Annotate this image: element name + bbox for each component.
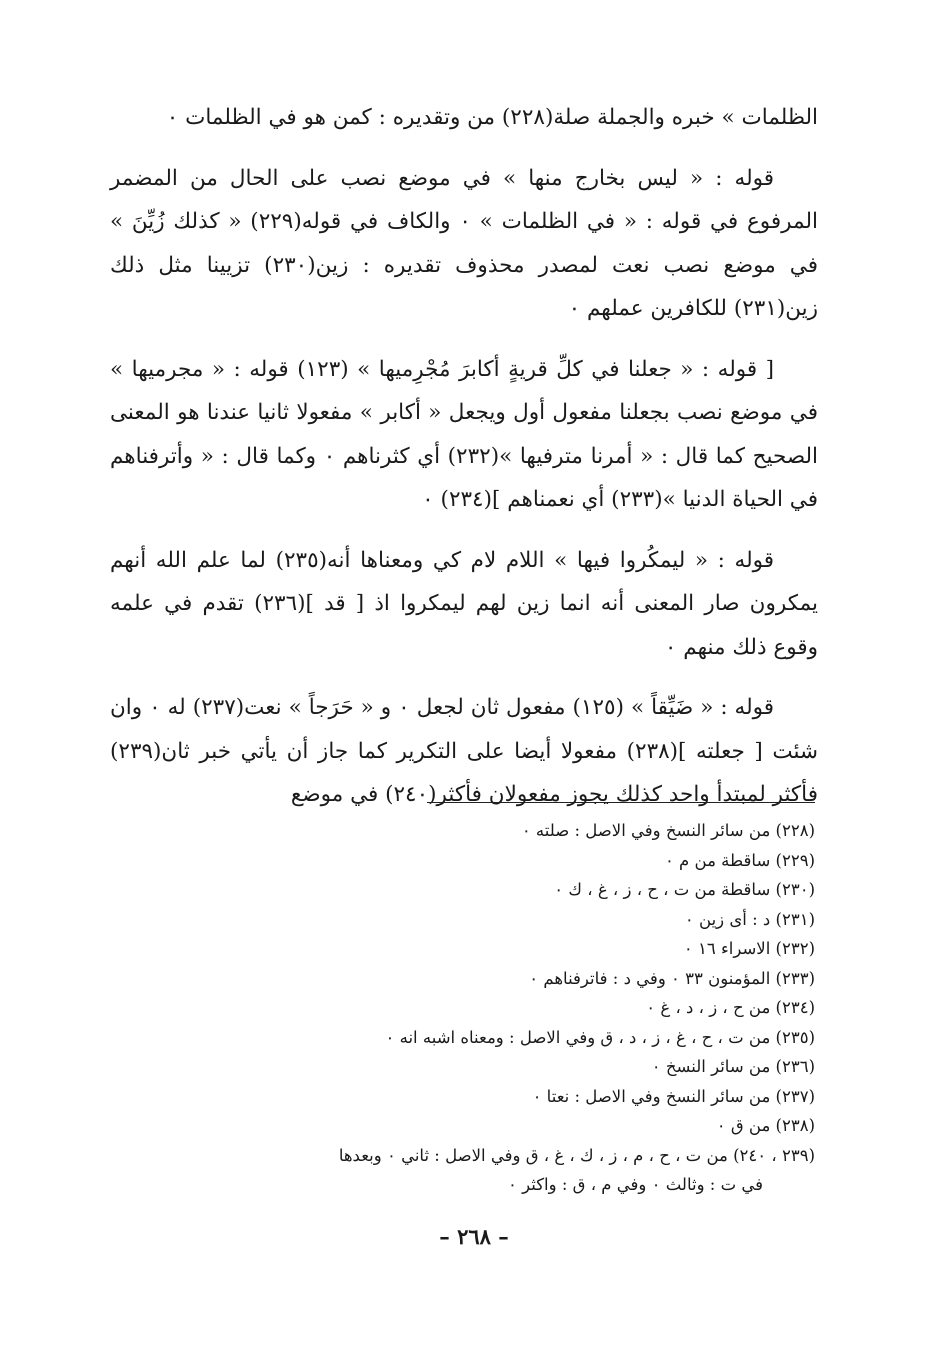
footnotes (105, 816, 819, 1200)
footnote: (٢٣٨) من ق ٠ (716, 1116, 815, 1135)
footnote: (٢٣٤) من ح ، ز ، د ، غ ٠ (646, 998, 815, 1017)
footnote: (٢٢٨) من سائر النسخ وفي الاصل : صلته ٠ (521, 821, 815, 840)
paragraph: [ قوله : « جعلنا في كلِّ قريةٍ أكابرَ مُجْرِميها » (١٢٣) قوله : « مجرميها » في موضع نصب بجعلنا مفعول أول ويجعل « أكابر » مفعولا ثانيا عندنا هو المعنى الصحيح كما قال : « أمرنا مترفيها »(٢٣٢) أي كثرناهم ٠ وكما قال : « وأترفناهم في الحياة الدنيا »(٢٣٣) أي نعمناهم ](٢٣٤) ٠ (110, 356, 818, 512)
main-text (110, 96, 818, 834)
footnote: (٢٣٠) ساقطة من ت ، ح ، ز ، غ ، ك ٠ (554, 880, 815, 899)
paragraph: قوله : « ضَيِّقاً » (١٢٥) مفعول ثان لجعل ٠ و « حَرَجاً » نعت(٢٣٧) له ٠ وان شئت [ جعلته ](٢٣٨) مفعولا أيضا على التكرير كما جاز أن يأتي خبر ثان(٢٣٩) فأكثر لمبتدأ واحد كذلك يجوز مفعولان فأكثر(٢٤٠) في موضع (110, 695, 818, 807)
footnote: (٢٣١) د : أى زين ٠ (684, 909, 815, 929)
page-number: – ٢٦٨ – (439, 1224, 509, 1249)
paragraph: قوله : « ليس بخارج منها » في موضع نصب على الحال من المضمر المرفوع في قوله : « في الظلمات » ٠ والكاف في قوله(٢٢٩) « كذلك زُيِّنَ » في موضع نصب نعت لمصدر محذوف تقديره : زين(٢٣٠) تزيينا مثل ذلك زين(٢٣١) للكافرين عملهم ٠ (110, 165, 819, 321)
footnote-continuation: في ت : وثالث ٠ وفي م ، ق : واكثر ٠ (508, 1175, 763, 1194)
footnote-divider (427, 802, 815, 803)
footnote: (٢٣٣) المؤمنون ٣٣ ٠ وفي د : فاترفناهم ٠ (529, 968, 815, 988)
footnote: (٢٢٩) ساقطة من م ٠ (664, 850, 815, 870)
footnote: (٢٣٥) من ت ، ح ، غ ، ز ، د ، ق وفي الاصل : ومعناه اشبه انه ٠ (385, 1027, 815, 1047)
footnote: (٢٣٢) الاسراء ١٦ ٠ (683, 939, 815, 958)
footnote: (٢٣٩ ، ٢٤٠) من ت ، ح ، م ، ز ، ك ، غ ، ق وفي الاصل : ثاني ٠ وبعدها (338, 1145, 815, 1165)
paragraph: الظلمات » خبره والجملة صلة(٢٢٨) من وتقديره : كمن هو في الظلمات ٠ (166, 105, 818, 130)
paragraph: قوله : « ليمكُروا فيها » اللام لام كي ومعناها أنه(٢٣٥) لما علم الله أنهم يمكرون صار المعنى أنه انما زين لهم ليمكروا اذ [ قد ](٢٣٦) تقدم في علمه وقوع ذلك منهم ٠ (110, 547, 819, 660)
footnote: (٢٣٦) من سائر النسخ ٠ (651, 1057, 815, 1076)
footnote: (٢٣٧) من سائر النسخ وفي الاصل : نعتا ٠ (532, 1086, 815, 1106)
